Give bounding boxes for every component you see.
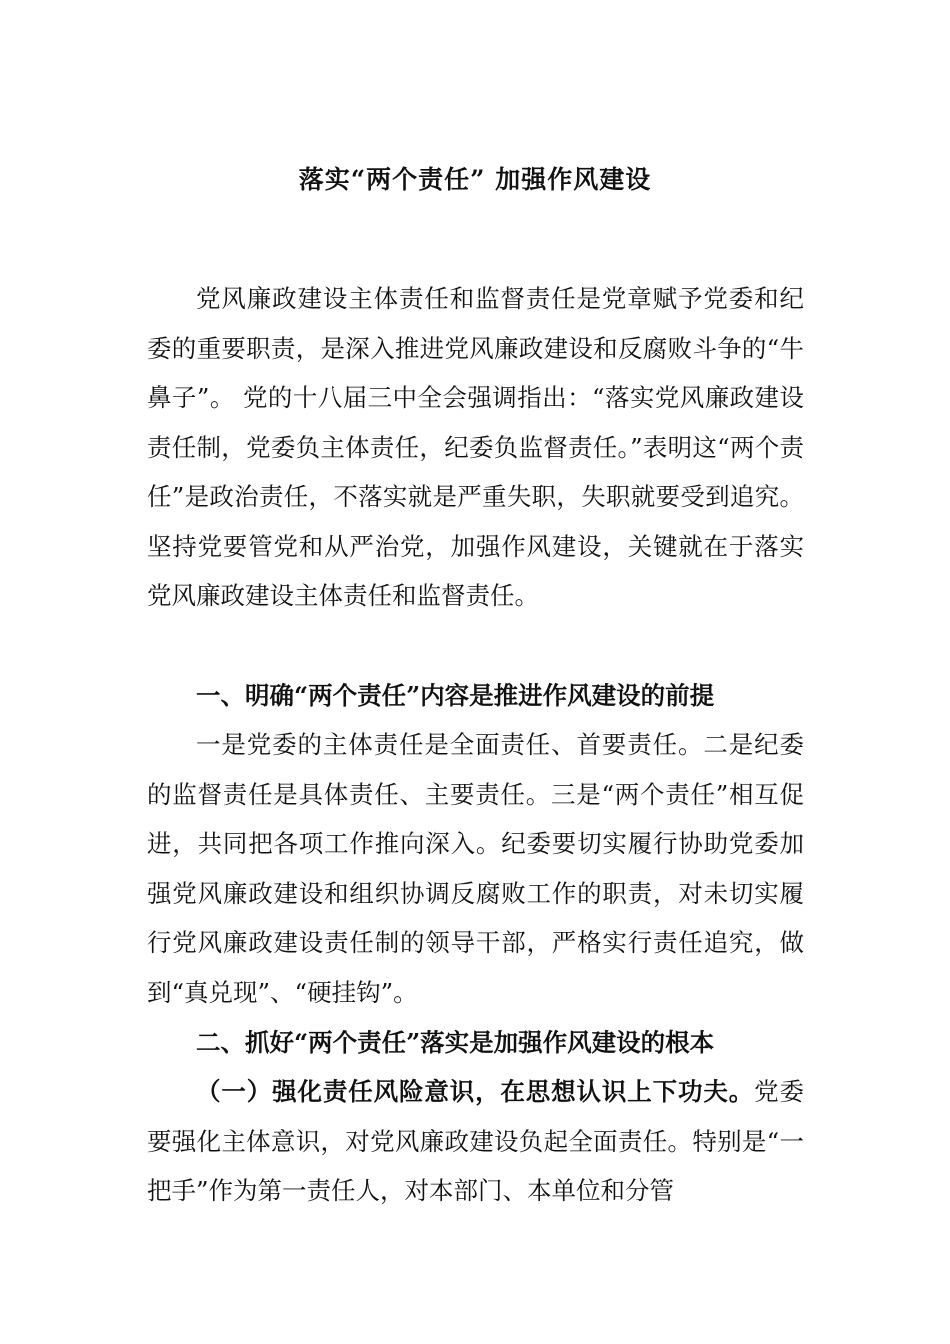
subheading-lead: （一）强化责任风险意识，在思想认识上下功夫。 (196, 1077, 755, 1106)
section-heading-1: 一、明确“两个责任”内容是推进作风建设的前提 (196, 681, 715, 710)
section-2-paragraph (147, 1067, 804, 1216)
intro-paragraph: 党风廉政建设主体责任和监督责任是党章赋予党委和纪委的重要职责，是深入推进党风廉政建设和反腐败斗争的“牛鼻子”。 党的十八届三中全会强调指出：“落实党风廉政建设责任制，党委负主体责任，纪委负监督责任。”表明这“两个责任”是政治责任，不落实就是严重失职，失职就要受到追究。坚持党要管党和从严治党，加强作风建设，关键就在于落实党风廉政建设主体责任和监督责任。 (147, 284, 804, 610)
document-title: 落实“两个责任” 加强作风建设 (298, 165, 652, 194)
section-heading-2: 二、抓好“两个责任”落实是加强作风建设的根本 (196, 1028, 715, 1057)
section-1-paragraph: 一是党委的主体责任是全面责任、首要责任。二是纪委的监督责任是具体责任、主要责任。三是“两个责任”相互促进，共同把各项工作推向深入。纪委要切实履行协助党委加强党风廉政建设和组织协调反腐败工作的职责，对未切实履行党风廉政建设责任制的领导干部，严格实行责任追究，做到“真兑现”、“硬挂钩”。 (147, 730, 804, 1007)
section-2-text: 党委要强化主体意识，对党风廉政建设负起全面责任。特别是“一把手”作为第一责任人，对本部门、本单位和分管 (147, 1077, 805, 1205)
